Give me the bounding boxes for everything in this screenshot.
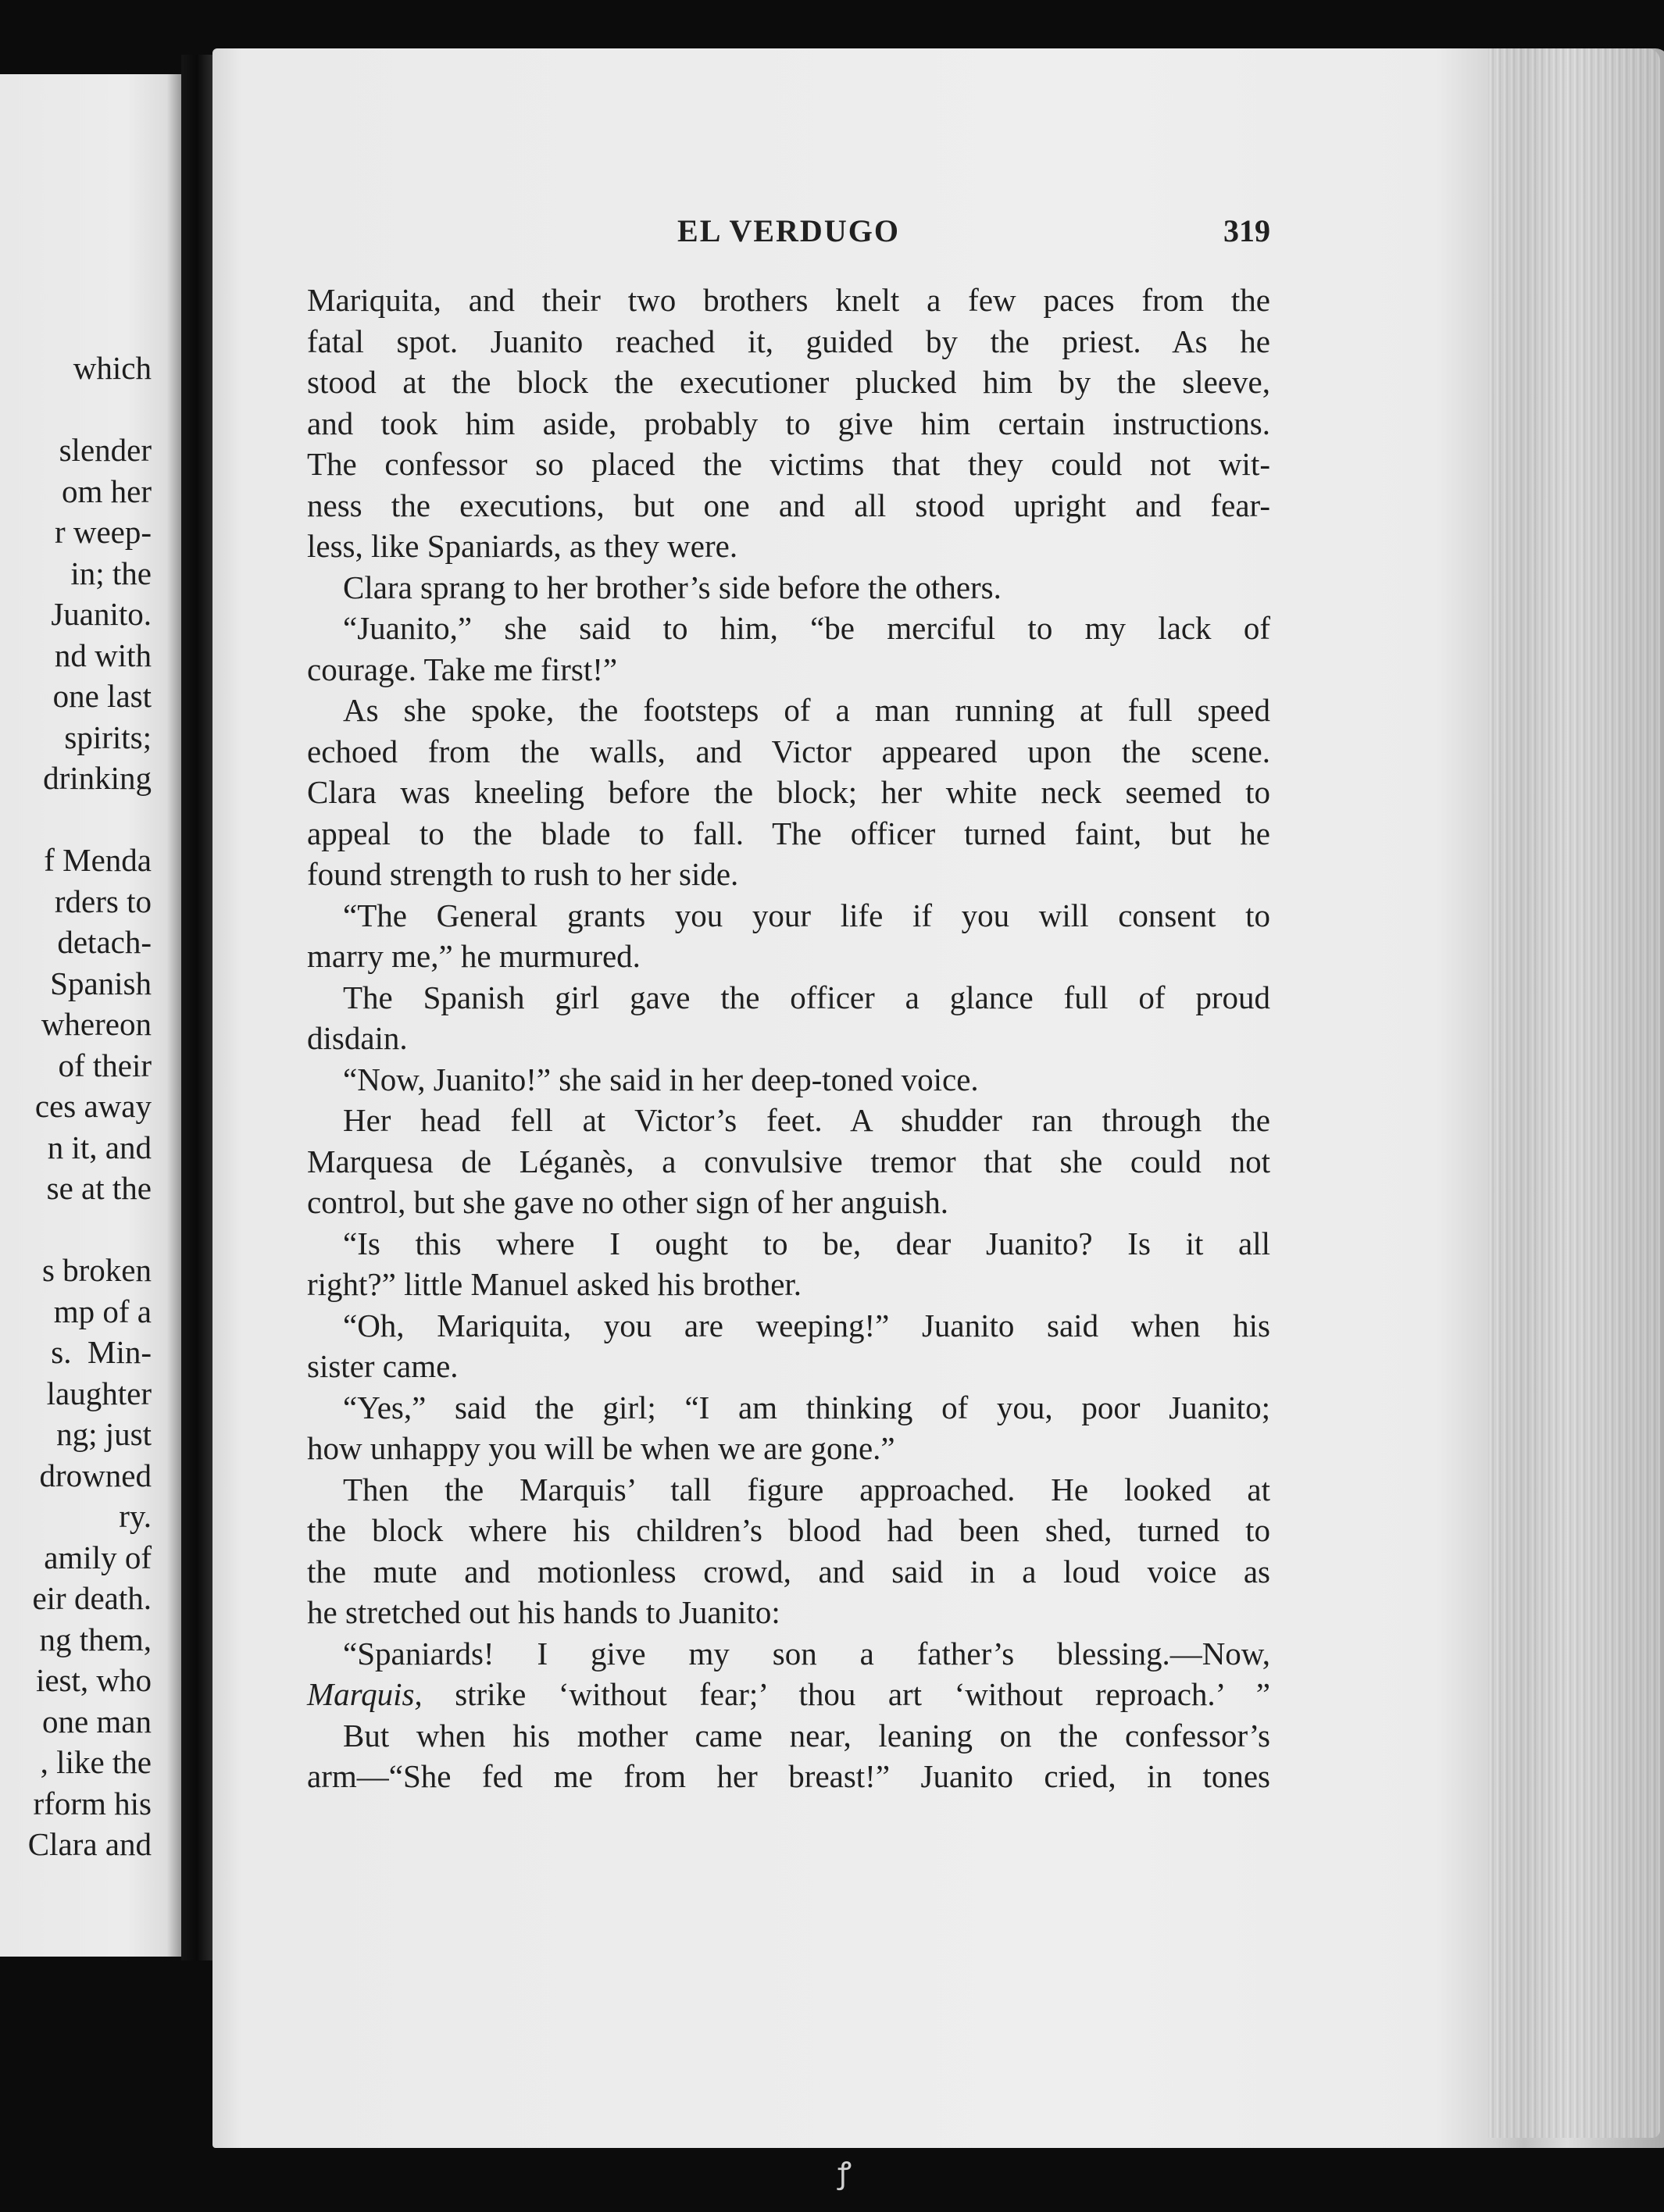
left-page-line: Juanito. — [51, 596, 152, 632]
left-page-line: iest, who — [35, 1662, 152, 1698]
left-page-line: detach- — [57, 924, 152, 960]
left-page-line: s broken — [41, 1252, 152, 1288]
text-line: The confessor so placed the victims that they could not wit- — [307, 446, 1270, 482]
text-line: how unhappy you will be when we are gone.” — [307, 1430, 895, 1466]
text-line: the mute and motionless crowd, and said in a loud voice as — [307, 1553, 1270, 1589]
text-line: “Yes,” said the girl; “I am thinking of you, poor Juanito; — [343, 1389, 1270, 1425]
text-line: stood at the block the executioner plucked him by the sleeve, — [307, 364, 1270, 400]
left-page-line: ry. — [119, 1498, 152, 1534]
left-page-line: in; the — [70, 555, 152, 591]
text-line: fatal spot. Juanito reached it, guided by the priest. As he — [307, 323, 1270, 359]
text-line: arm—“She fed me from her breast!” Juanito cried, in tones — [307, 1758, 1270, 1794]
text-line: But when his mother came near, leaning on the confessor’s — [343, 1717, 1270, 1754]
left-page-line: which — [73, 350, 152, 386]
text-line: “The General grants you your life if you will consent to — [343, 897, 1270, 933]
left-page — [0, 74, 181, 1957]
left-page-line: om her — [62, 473, 152, 509]
book-gutter — [181, 55, 212, 1960]
left-page-line: drinking — [43, 760, 152, 796]
left-page-line: ng them, — [39, 1621, 152, 1657]
running-head-title: EL VERDUGO — [677, 213, 900, 248]
text-line: sister came. — [307, 1348, 459, 1384]
text-line: disdain. — [307, 1020, 408, 1056]
left-page-line: n it, and — [47, 1129, 152, 1165]
left-page-line: ces away — [34, 1088, 152, 1124]
text-line: “Now, Juanito!” she said in her deep-toned voice. — [343, 1061, 979, 1097]
left-page-line: r weep- — [54, 514, 152, 550]
left-page-line: Clara and — [27, 1826, 152, 1862]
text-line: Her head fell at Victor’s feet. A shudder ran through the — [343, 1102, 1270, 1138]
text-line: Marquesa de Léganès, a convulsive tremor that she could not — [307, 1143, 1270, 1179]
left-page-line: laughter — [46, 1375, 152, 1411]
left-page-line: f Menda — [44, 842, 152, 878]
left-page-line: rform his — [33, 1785, 152, 1821]
left-page-line: one last — [52, 678, 152, 714]
left-page-line: , like the — [40, 1744, 152, 1780]
left-page-line: se at the — [46, 1170, 152, 1206]
text-line: The Spanish girl gave the officer a glance full of proud — [343, 979, 1270, 1015]
left-page-line: Spanish — [50, 965, 152, 1001]
text-line: appeal to the blade to fall. The officer turned faint, but he — [307, 815, 1270, 851]
left-page-line: eir death. — [32, 1580, 152, 1616]
text-line: courage. Take me first!” — [307, 651, 618, 687]
left-page-line: of their — [58, 1047, 152, 1083]
text-line: echoed from the walls, and Victor appeared upon the scene. — [307, 733, 1270, 769]
page-number: 319 — [1223, 213, 1270, 248]
left-page-line: amily of — [44, 1539, 152, 1575]
text-line: “Juanito,” she said to him, “be merciful to my lack of — [343, 610, 1270, 646]
left-page-line — [28, 799, 152, 840]
text-line: less, like Spaniards, as they were. — [307, 528, 738, 564]
left-page-line: s. Min- — [51, 1334, 152, 1370]
text-line: the block where his children’s blood had been shed, turned to — [307, 1512, 1270, 1548]
text-line: Clara was kneeling before the block; her white neck seemed to — [307, 774, 1270, 810]
left-page-line: spirits; — [64, 719, 152, 755]
left-page-line: drowned — [39, 1457, 152, 1493]
left-page-line: one man — [41, 1703, 152, 1739]
left-page-line: rders to — [54, 883, 152, 919]
body-text — [307, 280, 1270, 1797]
text-line: control, but she gave no other sign of her anguish. — [307, 1184, 948, 1220]
text-line: Marquis, strike ‘without fear;’ thou art ‘without reproach.’ ” — [307, 1676, 1270, 1712]
running-head — [307, 212, 1270, 259]
gutter-mark: ꝭ — [837, 2157, 852, 2190]
left-page-line — [28, 1209, 152, 1250]
left-page-text — [28, 348, 152, 1865]
text-line: As she spoke, the footsteps of a man running at full speed — [343, 692, 1270, 728]
text-line: ness the executions, but one and all stood upright and fear- — [307, 487, 1270, 523]
left-page-line: ng; just — [56, 1416, 152, 1452]
text-line: Clara sprang to her brother’s side before the others. — [343, 569, 1002, 605]
text-line: “Oh, Mariquita, you are weeping!” Juanito said when his — [343, 1307, 1270, 1343]
text-line: Mariquita, and their two brothers knelt a few paces from the — [307, 282, 1270, 318]
text-line: right?” little Manuel asked his brother. — [307, 1266, 802, 1302]
text-line: he stretched out his hands to Juanito: — [307, 1594, 780, 1630]
text-line: and took him aside, probably to give him certain instructions. — [307, 405, 1270, 441]
text-line: Then the Marquis’ tall figure approached. He looked at — [343, 1471, 1270, 1507]
left-page-line: nd with — [54, 637, 152, 673]
text-line: found strength to rush to her side. — [307, 856, 739, 892]
left-page-line: slender — [59, 432, 152, 468]
left-page-line — [28, 389, 152, 430]
text-line: marry me,” he murmured. — [307, 938, 641, 974]
text-line: “Is this where I ought to be, dear Juanito? Is it all — [343, 1225, 1270, 1261]
left-page-line: mp of a — [53, 1293, 152, 1329]
text-line: “Spaniards! I give my son a father’s blessing.—Now, — [343, 1635, 1270, 1671]
italic-word: Marquis, — [307, 1676, 423, 1712]
left-page-line: whereon — [41, 1006, 152, 1042]
